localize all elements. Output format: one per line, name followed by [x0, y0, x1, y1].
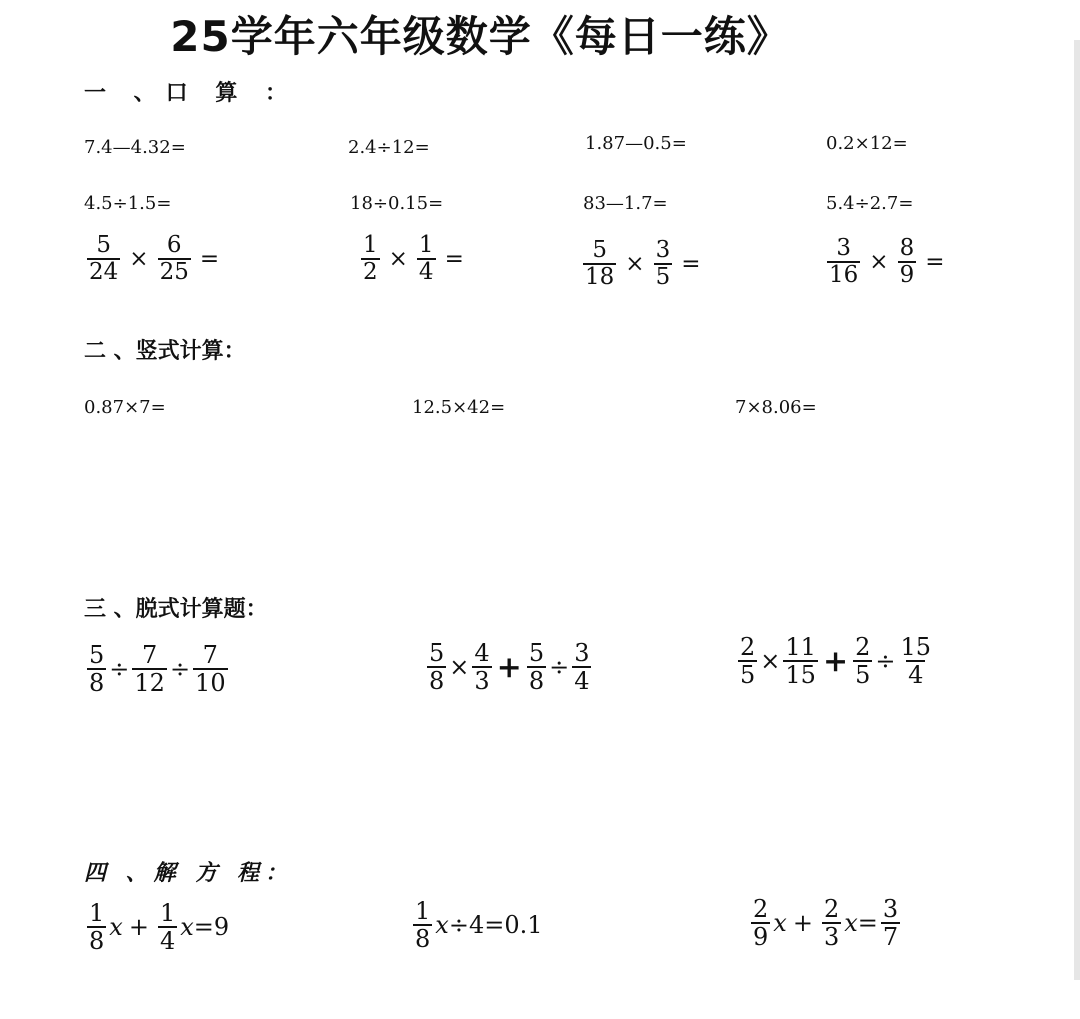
oral-problem: 83—1.7= [583, 193, 668, 214]
vertical-problem: 12.5×42= [412, 397, 506, 418]
denominator: 3 [474, 667, 490, 696]
fraction [132, 642, 167, 697]
denominator: 2 [363, 259, 378, 286]
denominator: 10 [195, 669, 226, 698]
fraction [158, 900, 177, 955]
divide-sign: ÷ [875, 647, 896, 676]
plus-sign: + [792, 909, 813, 938]
fraction [572, 640, 591, 695]
numerator: 2 [855, 633, 871, 661]
denominator: 8 [89, 927, 105, 956]
fraction [87, 233, 120, 286]
numerator: 5 [429, 639, 445, 667]
times-sign: × [625, 251, 645, 278]
worksheet-title: 25学年六年级数学《每日一练》 [170, 12, 790, 61]
numerator: 2 [740, 633, 756, 661]
section-heading-stepwise: 三 、脱式计算题： [84, 597, 268, 622]
numerator: 15 [900, 633, 932, 661]
numerator: 5 [89, 641, 105, 669]
denominator: 7 [882, 923, 899, 952]
numerator: 3 [882, 895, 899, 923]
plus-sign: + [496, 649, 522, 685]
numerator: 1 [415, 897, 431, 925]
variable-x: x [435, 911, 449, 940]
denominator: 25 [159, 259, 189, 286]
denominator: 5 [655, 264, 671, 291]
denominator: 24 [89, 259, 119, 286]
denominator: 4 [418, 259, 434, 286]
times-sign: × [388, 246, 408, 273]
page-edge-shadow [1074, 40, 1080, 980]
oral-problem: 18÷0.15= [350, 193, 444, 214]
fraction [898, 634, 933, 689]
fraction [827, 236, 860, 289]
fraction [527, 640, 546, 695]
denominator: 16 [829, 262, 859, 289]
denominator: 8 [89, 669, 105, 698]
times-sign: × [129, 246, 149, 273]
times-sign: × [760, 647, 781, 676]
denominator: 4 [908, 661, 924, 690]
denominator: 8 [429, 667, 445, 696]
times-sign: × [449, 653, 470, 682]
fraction-product [824, 236, 950, 289]
numerator: 11 [785, 633, 816, 661]
numerator: 5 [528, 639, 545, 667]
equals-sign: = [857, 909, 878, 938]
numerator: 3 [574, 639, 590, 667]
equals-sign: = [444, 246, 464, 273]
equation-rhs: =9 [193, 913, 230, 942]
equation [410, 898, 542, 953]
numerator: 3 [655, 237, 671, 263]
stepwise-expression [424, 640, 594, 695]
fraction [898, 236, 917, 289]
section-heading-vertical: 二 、竖式计算： [84, 339, 246, 364]
denominator: 9 [753, 923, 769, 952]
oral-problem: 5.4÷2.7= [826, 193, 914, 214]
fraction [738, 634, 757, 689]
numerator: 6 [166, 232, 182, 258]
variable-x: x [109, 913, 123, 942]
oral-problem: 2.4÷12= [348, 137, 430, 158]
fraction-product [84, 233, 225, 286]
denominator: 4 [574, 667, 590, 696]
fraction [783, 634, 818, 689]
numerator: 4 [474, 639, 490, 667]
fraction [87, 900, 106, 955]
fraction [427, 640, 446, 695]
numerator: 1 [418, 232, 434, 258]
equation [84, 900, 229, 955]
fraction [472, 640, 491, 695]
oral-problem: 7.4—4.32= [84, 137, 186, 158]
fraction [413, 898, 432, 953]
numerator: 2 [753, 895, 769, 923]
denominator: 18 [585, 264, 615, 291]
denominator: 4 [159, 927, 176, 956]
denominator: 5 [740, 661, 756, 690]
fraction [361, 233, 380, 286]
vertical-problem: 7×8.06= [735, 397, 817, 418]
stepwise-expression [735, 634, 936, 689]
divide-sign: ÷ [109, 655, 130, 684]
denominator: 5 [855, 661, 871, 690]
fraction-product [580, 238, 706, 291]
plus-sign: + [822, 643, 849, 679]
denominator: 3 [823, 923, 840, 952]
variable-x: x [773, 909, 787, 938]
numerator: 2 [823, 895, 840, 923]
fraction [87, 642, 106, 697]
equation-rest: ÷4=0.1 [448, 911, 543, 940]
numerator: 7 [142, 641, 158, 669]
fraction [822, 896, 841, 951]
variable-x: x [844, 909, 858, 938]
section-heading-oral: 一 、口 算 ： [84, 81, 297, 106]
numerator: 5 [592, 237, 607, 263]
equals-sign: = [199, 246, 220, 273]
equals-sign: = [925, 249, 945, 276]
stepwise-expression [84, 642, 231, 697]
fraction [583, 238, 616, 291]
fraction [881, 896, 900, 951]
times-sign: × [869, 249, 889, 276]
vertical-problem: 0.87×7= [84, 397, 166, 418]
numerator: 7 [202, 641, 218, 669]
denominator: 8 [528, 667, 545, 696]
fraction [193, 642, 228, 697]
numerator: 5 [96, 232, 111, 258]
divide-sign: ÷ [549, 653, 570, 682]
fraction [417, 233, 436, 286]
variable-x: x [180, 913, 194, 942]
numerator: 1 [89, 899, 105, 927]
denominator: 9 [899, 262, 915, 289]
fraction-product [358, 233, 470, 286]
equation [748, 896, 903, 951]
oral-problem: 0.2×12= [826, 133, 908, 154]
denominator: 8 [415, 925, 431, 954]
numerator: 1 [159, 899, 176, 927]
oral-problem: 4.5÷1.5= [84, 193, 172, 214]
equals-sign: = [681, 251, 701, 278]
plus-sign: + [128, 913, 149, 942]
oral-problem: 1.87—0.5= [585, 133, 687, 154]
numerator: 8 [899, 235, 915, 261]
fraction [158, 233, 191, 286]
fraction [751, 896, 770, 951]
numerator: 3 [836, 235, 851, 261]
fraction [853, 634, 872, 689]
divide-sign: ÷ [169, 655, 191, 684]
numerator: 1 [363, 232, 378, 258]
fraction [654, 238, 673, 291]
denominator: 12 [134, 669, 165, 698]
denominator: 15 [785, 661, 816, 690]
section-heading-equations: 四 、解 方 程： [84, 861, 293, 886]
